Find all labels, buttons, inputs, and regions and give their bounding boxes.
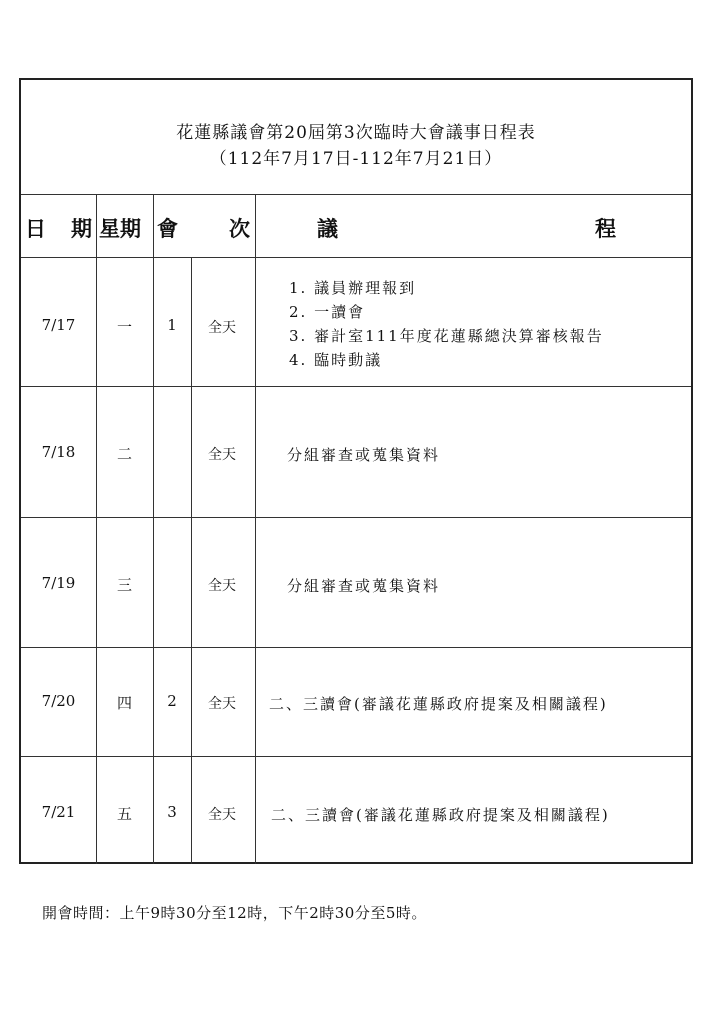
row-time: 全天 xyxy=(208,447,236,463)
table-title xyxy=(21,80,691,195)
column-divider xyxy=(191,258,192,864)
row-date: 7/17 xyxy=(41,316,76,334)
header-session-2: 次 xyxy=(229,216,250,241)
row-divider xyxy=(21,647,691,648)
agenda-list xyxy=(289,276,604,372)
row-weekday: 三 xyxy=(116,576,132,594)
row-time: 全天 xyxy=(208,807,236,823)
column-divider xyxy=(96,195,97,864)
row-session: 2 xyxy=(167,692,177,710)
row-agenda: 分組審查或蒐集資料 xyxy=(287,446,441,464)
row-date: 7/19 xyxy=(41,574,76,592)
row-time: 全天 xyxy=(208,578,236,594)
row-date: 7/21 xyxy=(41,803,76,821)
row-divider xyxy=(21,756,691,757)
meeting-time-note: 開會時間：上午9時30分至12時，下午2時30分至5時。 xyxy=(42,904,427,922)
header-row xyxy=(21,195,691,258)
title-line-2: （112年7月17日-112年7月21日） xyxy=(209,149,503,169)
agenda-item: 3. 審計室111年度花蓮縣總決算審核報告 xyxy=(289,327,604,345)
header-date-2: 期 xyxy=(71,216,92,241)
row-time: 全天 xyxy=(208,320,236,336)
row-weekday: 四 xyxy=(116,694,132,712)
title-line-1: 花蓮縣議會第20屆第3次臨時大會議事日程表 xyxy=(176,123,536,143)
row-time: 全天 xyxy=(208,696,236,712)
header-session-1: 會 xyxy=(157,216,178,241)
agenda-item: 2. 一讀會 xyxy=(289,303,366,321)
row-session: 3 xyxy=(167,803,177,821)
column-divider xyxy=(255,195,256,864)
row-date: 7/18 xyxy=(41,443,76,461)
row-session: 1 xyxy=(167,316,177,334)
column-divider xyxy=(153,195,154,864)
row-weekday: 二 xyxy=(116,445,132,463)
row-weekday: 一 xyxy=(116,318,132,336)
agenda-item: 4. 臨時動議 xyxy=(289,351,383,369)
schedule-table xyxy=(19,78,693,864)
header-agenda-1: 議 xyxy=(317,216,338,241)
agenda-item: 1. 議員辦理報到 xyxy=(289,279,417,297)
row-date: 7/20 xyxy=(41,692,76,710)
row-divider xyxy=(21,386,691,387)
row-agenda: 分組審查或蒐集資料 xyxy=(287,577,441,595)
header-agenda-2: 程 xyxy=(595,216,616,241)
row-weekday: 五 xyxy=(116,805,132,823)
row-divider xyxy=(21,517,691,518)
row-agenda: 二、三讀會(審議花蓮縣政府提案及相關議程) xyxy=(269,695,608,713)
row-agenda: 二、三讀會(審議花蓮縣政府提案及相關議程) xyxy=(271,806,610,824)
header-date-1: 日 xyxy=(25,216,46,241)
header-weekday: 星期 xyxy=(99,216,141,241)
